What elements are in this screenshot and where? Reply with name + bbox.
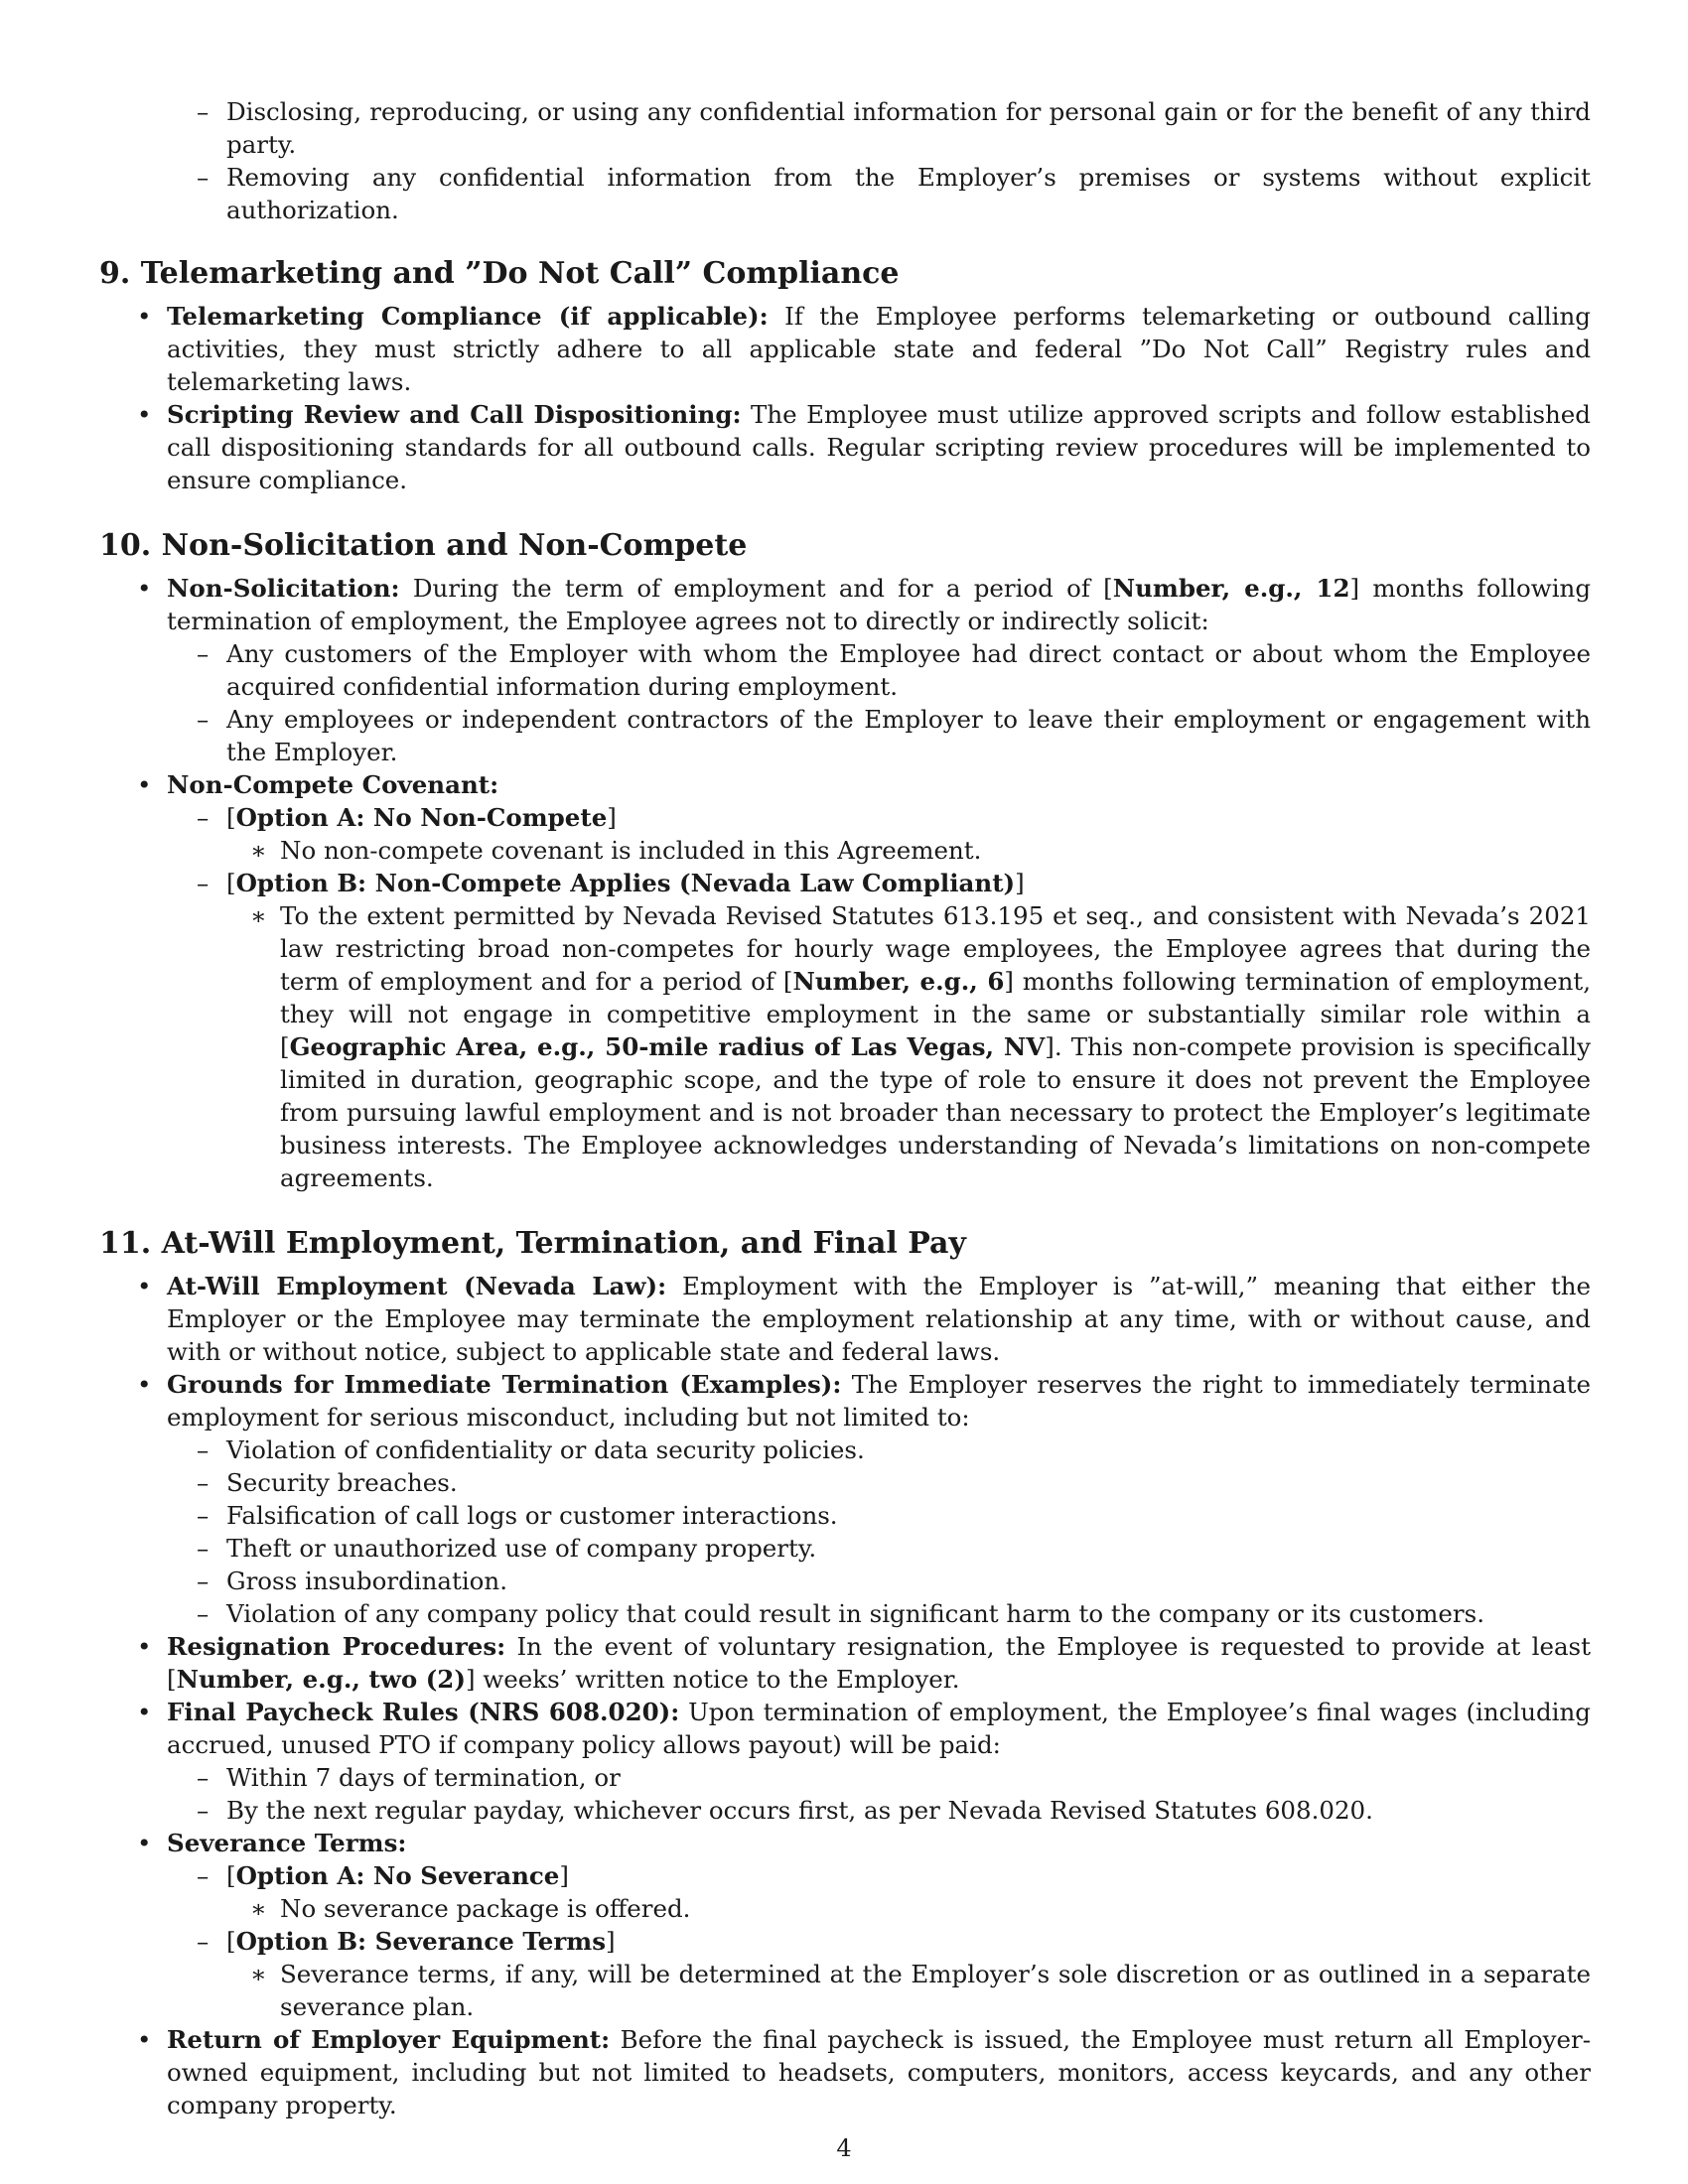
list-item: ∗ To the extent permitted by Nevada Revised Statutes 613.195 et seq., and consistent with Nevada’s 2021 law restricting broad non-competes for hourly wage employees, the Employee agrees that during the term of employment and for a period of [Number, e.g., 6] months following termination of employment, they will not engage in competitive employment in the same or substantially similar role within a [Geographic Area, e.g., 50-mile radius of Las Vegas, NV]. This non-compete provision is specifically limited in duration, geographic scope, and the type of role to ensure it does not prevent the Employee from pursuing lawful employment and is not broader than necessary to protect the Employer’s legitimate business interests. The Employee acknowledges understanding of Nevada’s limitations on non-compete agreements.: [250, 901, 1591, 1192]
list-item: – Violation of confidentiality or data security policies.: [197, 1435, 865, 1464]
list-item: • Return of Employer Equipment: Before the final paycheck is issued, the Employee must return all Employer-owned equipment, including but not limited to headsets, computers, monitors, access keycards, and any other company property.: [137, 2025, 1591, 2119]
list-item: – Security breaches.: [197, 1468, 458, 1497]
section-9-heading: 9. Telemarketing and ”Do Not Call” Compliance: [99, 256, 900, 291]
list-item: – Within 7 days of termination, or: [197, 1763, 621, 1792]
list-item: – [Option B: Non-Compete Applies (Nevada Law Compliant)]: [197, 869, 1025, 897]
list-item: – Gross insubordination.: [197, 1567, 507, 1595]
list-item: ∗ No severance package is offered.: [250, 1894, 691, 1923]
list-item: – Any employees or independent contractors of the Employer to leave their employment or engagement with the Employer.: [197, 705, 1591, 766]
document-page: [99, 95, 1591, 2121]
list-item: • Scripting Review and Call Dispositioning: The Employee must utilize approved scripts and follow established call dispositioning standards for all outbound calls. Regular scripting review procedures will be implemented to ensure compliance.: [137, 400, 1591, 494]
page-number: 4: [836, 2134, 852, 2162]
list-item: ∗ Severance terms, if any, will be determined at the Employer’s sole discretion or as outlined in a separate severance plan.: [250, 1960, 1591, 2021]
list-item: • At-Will Employment (Nevada Law): Employment with the Employer is ”at-will,” meaning that either the Employer or the Employee may terminate the employment relationship at any time, with or without cause, and with or without notice, subject to applicable state and federal laws.: [137, 1272, 1591, 1366]
list-item: – Theft or unauthorized use of company property.: [197, 1534, 817, 1563]
list-item: – [Option A: No Severance]: [197, 1861, 569, 1890]
list-item: • Telemarketing Compliance (if applicable): If the Employee performs telemarketing or outbound calling activities, they must strictly adhere to all applicable state and federal ”Do Not Call” Registry rules and telemarketing laws.: [137, 302, 1591, 396]
list-item: • Resignation Procedures: In the event of voluntary resignation, the Employee is requested to provide at least [Number, e.g., two (2)] weeks’ written notice to the Employer.: [137, 1632, 1591, 1694]
list-item: – Falsification of call logs or customer interactions.: [197, 1501, 838, 1530]
list-item: • Severance Terms:: [137, 1829, 407, 1857]
list-item: – Violation of any company policy that could result in significant harm to the company or its customers.: [197, 1599, 1484, 1628]
list-item: – Removing any confidential information from the Employer’s premises or systems without explicit authorization.: [197, 163, 1591, 224]
list-item: – Disclosing, reproducing, or using any confidential information for personal gain or for the benefit of any third party.: [197, 97, 1591, 159]
list-item: • Non-Solicitation: During the term of employment and for a period of [Number, e.g., 12] months following termination of employment, the Employee agrees not to directly or indirectly solicit:: [137, 574, 1592, 635]
list-item: – [Option A: No Non-Compete]: [197, 803, 617, 832]
list-item: • Non-Compete Covenant:: [137, 770, 499, 799]
section-10-heading: 10. Non-Solicitation and Non-Compete: [99, 528, 748, 563]
section-11-heading: 11. At-Will Employment, Termination, and Final Pay: [99, 1226, 966, 1261]
list-item: • Final Paycheck Rules (NRS 608.020): Upon termination of employment, the Employee’s final wages (including accrued, unused PTO if company policy allows payout) will be paid:: [137, 1698, 1591, 1759]
list-item: – By the next regular payday, whichever occurs first, as per Nevada Revised Statutes 608.020.: [197, 1796, 1373, 1825]
list-item: – Any customers of the Employer with whom the Employee had direct contact or about whom the Employee acquired confidential information during employment.: [197, 639, 1591, 701]
list-item: • Grounds for Immediate Termination (Examples): The Employer reserves the right to immediately terminate employment for serious misconduct, including but not limited to:: [137, 1370, 1591, 1432]
list-item: ∗ No non-compete covenant is included in this Agreement.: [250, 836, 982, 865]
list-item: – [Option B: Severance Terms]: [197, 1927, 616, 1956]
